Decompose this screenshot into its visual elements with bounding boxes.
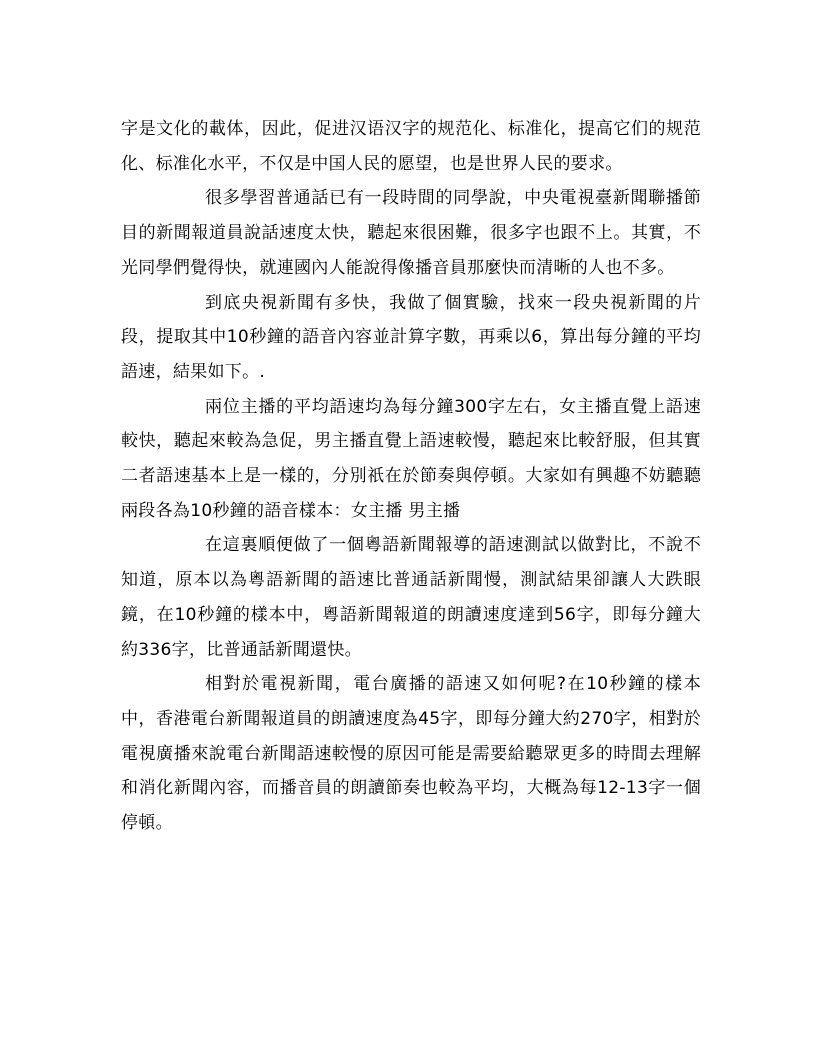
paragraph-6: 相對於電視新聞，電台廣播的語速又如何呢?在10秒鐘的樣本中，香港電台新聞報道員的朗讀速度為45字，即每分鐘大約270字，相對於電視廣播來說電台新聞語速較慢的原因可能是需要給聽眾更多的時間去理解和消化新聞內容，而播音員的朗讀節奏也較為平均，大概為每12-13字一個停頓。 bbox=[121, 674, 701, 834]
paragraph-4: 兩位主播的平均語速均為每分鐘300字左右，女主播直覺上語速較快，聽起來較為急促，男主播直覺上語速較慢，聽起來比較舒服，但其實二者語速基本上是一樣的，分別祇在於節奏與停頓。大家如有興趣不妨聽聽兩段各為10秒鐘的語音樣本：女主播 男主播 bbox=[121, 396, 701, 521]
document-body bbox=[121, 112, 701, 841]
paragraph-2: 很多學習普通話已有一段時間的同學說，中央電視臺新聞聯播節目的新聞報道員說話速度太快，聽起來很困難，很多字也跟不上。其實，不光同學們覺得快，就連國內人能說得像播音員那麼快而清晰的人也不多。 bbox=[121, 188, 701, 278]
paragraph-5: 在這裏順便做了一個粵語新聞報導的語速測試以做對比，不說不知道，原本以為粵語新聞的語速比普通話新聞慢，測試結果卻讓人大跌眼鏡，在10秒鐘的樣本中，粵語新聞報道的朗讀速度達到56字，即每分鐘大約336字，比普通話新聞還快。 bbox=[121, 535, 701, 660]
paragraph-1: 字是文化的載体，因此，促进汉语汉字的规范化、标准化，提高它们的规范化、标准化水平，不仅是中国人民的愿望，也是世界人民的要求。 bbox=[121, 119, 701, 174]
paragraph-3: 到底央視新聞有多快，我做了個實驗，找來一段央視新聞的片段，提取其中10秒鐘的語音內容並計算字數，再乘以6，算出每分鐘的平均語速，結果如下。. bbox=[121, 292, 701, 382]
